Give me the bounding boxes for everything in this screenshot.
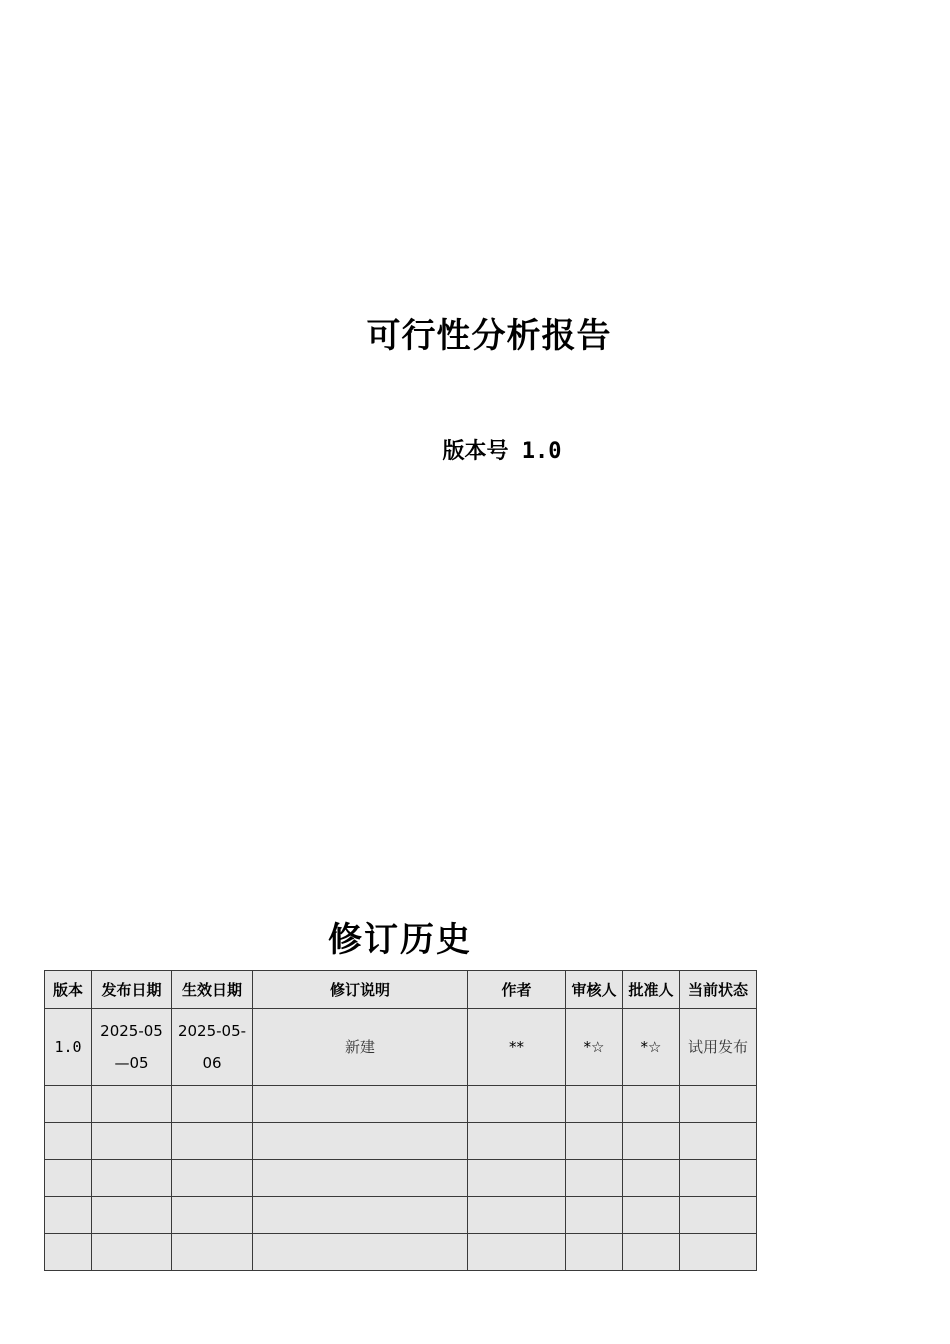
document-title: 可行性分析报告	[366, 316, 612, 356]
column-header-status: 当前状态	[680, 971, 757, 1009]
cell-version: 1.0	[45, 1009, 92, 1086]
cell-description: 新建	[253, 1009, 468, 1086]
table-row	[45, 1123, 757, 1160]
cell-author: **	[468, 1009, 566, 1086]
column-header-description: 修订说明	[253, 971, 468, 1009]
column-header-approver: 批准人	[623, 971, 680, 1009]
cell-effective-date: 2025-05-06	[172, 1009, 253, 1086]
column-header-effective-date: 生效日期	[172, 971, 253, 1009]
table-row	[45, 1086, 757, 1123]
cell-release-date: 2025-05—05	[92, 1009, 172, 1086]
column-header-reviewer: 审核人	[566, 971, 623, 1009]
table-row	[45, 1009, 757, 1086]
table-row	[45, 1197, 757, 1234]
revision-history-table	[44, 970, 757, 1271]
cell-approver: *☆	[623, 1009, 680, 1086]
version-number: 版本号 1.0	[442, 439, 562, 464]
column-header-release-date: 发布日期	[92, 971, 172, 1009]
column-header-version: 版本	[45, 971, 92, 1009]
cell-status: 试用发布	[680, 1009, 757, 1086]
revision-history-heading: 修订历史	[328, 920, 472, 960]
column-header-author: 作者	[468, 971, 566, 1009]
table-row	[45, 1160, 757, 1197]
table-row	[45, 1234, 757, 1271]
cell-reviewer: *☆	[566, 1009, 623, 1086]
table-header-row	[45, 971, 757, 1009]
